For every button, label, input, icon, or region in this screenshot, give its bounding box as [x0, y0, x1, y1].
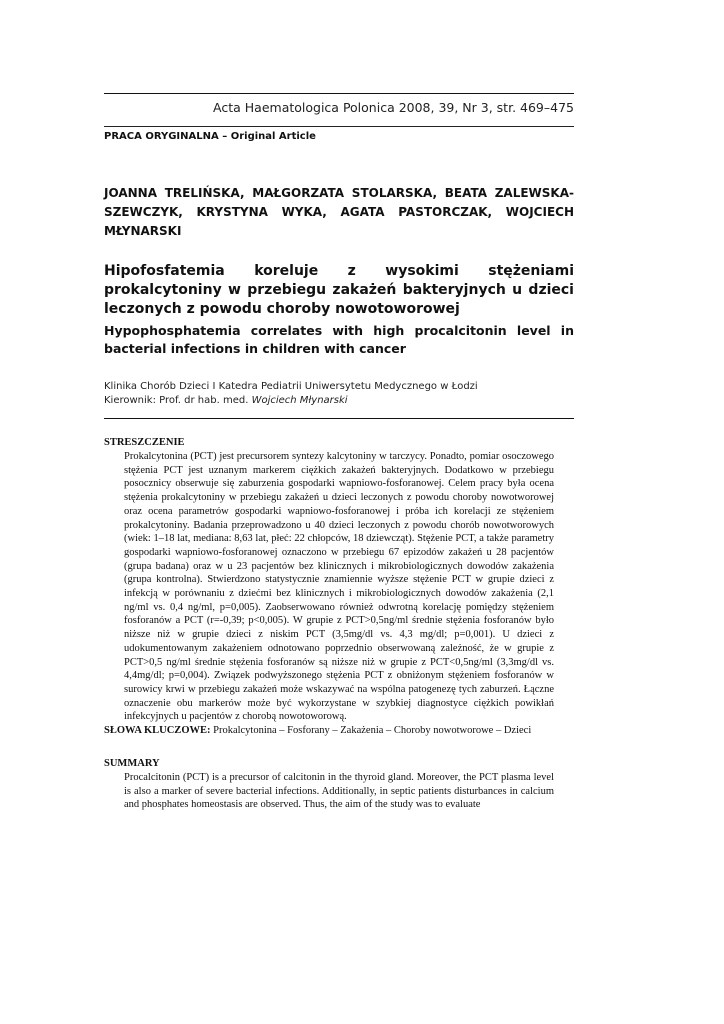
affiliation	[104, 380, 574, 408]
authors: JOANNA TRELIŃSKA, MAŁGORZATA STOLARSKA, BEATA ZALEWSKA-SZEWCZYK, KRYSTYNA WYKA, AGATA PASTORCZAK, WOJCIECH MŁYNARSKI	[104, 186, 574, 238]
abstract-polish-text: Prokalcytonina (PCT) jest precursorem syntezy kalcytoniny w tarczycy. Ponadto, pomiar osoczowego stężenia PCT jest uznanym markerem ciężkich zakażeń bakteryjnych. Dodatkowo w przebiegu posocznicy obserwuje się zaburzenia gospodarki wapniowo-fosforanowej. Celem pracy była ocena stężenia prokalcytoniny w przebiegu zakażeń u dzieci leczonych z powodu choroby nowotworowej oraz ocena parametrów gospodarki wapniowo-fosforanowej i próba ich korelacji ze stężeniem prokalcytoniny. Badania przeprowadzono u 40 dzieci leczonych z powodu chorób nowotworowych (wiek: 1–18 lat, mediana: 8,63 lat, płeć: 22 chłopców, 18 dziewcząt). Stężenie PCT, a także parametry gospodarki wapniowo-fosforanowej oznaczono w przebiegu 67 epizodów zakażeń u 28 pacjentów (grupa badana) oraz w u 23 pacjentów bez klinicznych i mikrobiologicznych dowodów zakażenia (grupa kontrolna). Stwierdzono statystycznie znamiennie wyższe stężenie PCT w grupie dzieci z infekcją w porównaniu z dziećmi bez klinicznych i mikrobiologicznych dowodów zakażenia (2,1 ng/ml vs. 0,4 ng/ml, p=0,005). Zaobserwowano również odwrotną korelację pomiędzy stężeniem fosforanów a PCT (r=-0,39; p<0,005). W grupie z PCT>0,5ng/ml średnie stężenia fosforanów było niższe niż w grupie dzieci z niskim PCT (3,5mg/dl vs. 4,3 mg/dl; p=0,001). U dzieci z udokumentowanym zakażeniem odnotowano poprzednio obserwowaną zależność, że w grupie z PCT>0,5 ng/ml średnie stężenia fosforanów są niższe niż w grupie z PCT<0,5ng/ml (3,3mg/dl vs. 4,4mg/dl; p=0,004). Związek podwyższonego stężenia PCT z obniżonym stężeniem fosforanów w surowicy krwi w przebiegu zakażeń może wskazywać na wspólna patogenezę tych zaburzeń. Łączne oznaczenie obu markerów może być wykorzystane w szybkiej diagnostyce ciężkich powikłań infekcyjnych u pacjentów z chorobą nowotoworową.	[124, 451, 554, 723]
summary-text: Procalcitonin (PCT) is a precursor of calcitonin in the thyroid gland. Moreover, the PCT plasma level is also a marker of severe bacterial infections. Additionally, in septic patients disturbances in calcium and phosphates homeostasis are observed. Thus, the aim of the study was to evaluate	[124, 772, 554, 811]
header-top-rule	[104, 93, 574, 94]
journal-header: Acta Haematologica Polonica 2008, 39, Nr 3, str. 469–475	[213, 100, 574, 115]
summary-section	[104, 757, 554, 812]
abstract-polish	[104, 436, 554, 738]
keywords-text: Prokalcytonina – Fosforany – Zakażenia – Choroby nowotworowe – Dzieci	[213, 725, 532, 737]
header-bottom-rule	[104, 126, 574, 127]
title-polish: Hipofosfatemia koreluje z wysokimi stężeniami prokalcytoniny w przebiegu zakażeń bakteryjnych u dzieci leczonych z powodu choroby nowotoworowej	[104, 263, 574, 317]
affiliation-rule	[104, 418, 574, 419]
title-english: Hypophosphatemia correlates with high procalcitonin level in bacterial infections in children with cancer	[104, 323, 574, 356]
summary-heading: SUMMARY	[104, 758, 160, 769]
affiliation-head-label: Kierownik: Prof. dr hab. med.	[104, 395, 249, 406]
affiliation-head	[104, 394, 574, 408]
article-type: PRACA ORYGINALNA – Original Article	[104, 131, 316, 142]
keywords-label: SŁOWA KLUCZOWE:	[104, 725, 211, 737]
affiliation-institution: Klinika Chorób Dzieci I Katedra Pediatrii Uniwersytetu Medycznego w Łodzi	[104, 381, 478, 392]
abstract-polish-heading: STRESZCZENIE	[104, 437, 185, 448]
keywords-polish	[104, 724, 554, 738]
affiliation-head-name: Wojciech Młynarski	[251, 395, 348, 406]
